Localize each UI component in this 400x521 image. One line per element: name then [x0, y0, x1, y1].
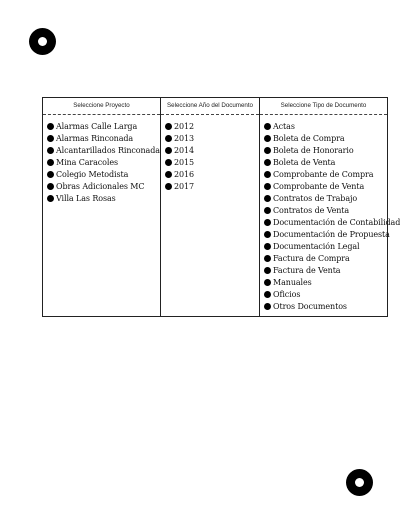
bullet-icon	[165, 147, 172, 154]
document-type-option-label: Documentación de Contabilidad	[273, 217, 400, 227]
year-column	[160, 98, 259, 316]
bullet-icon	[264, 279, 271, 286]
project-option-label: Colegio Metodista	[56, 169, 129, 179]
document-type-option-label: Documentación de Propuesta	[273, 229, 390, 239]
bullet-icon	[47, 195, 54, 202]
document-type-option-label: Oficios	[273, 289, 301, 299]
document-type-option[interactable]	[264, 228, 390, 240]
bullet-icon	[165, 135, 172, 142]
year-option[interactable]	[165, 132, 259, 144]
document-type-option-label: Boleta de Compra	[273, 133, 345, 143]
year-option[interactable]	[165, 156, 259, 168]
document-type-option[interactable]	[264, 168, 387, 180]
document-type-option[interactable]	[264, 180, 387, 192]
document-type-option-label: Contratos de Venta	[273, 205, 350, 215]
bullet-icon	[165, 183, 172, 190]
bullet-icon	[47, 171, 54, 178]
project-option-label: Alcantarillados Rinconada	[56, 145, 160, 155]
year-option[interactable]	[165, 144, 259, 156]
bullet-icon	[165, 171, 172, 178]
project-column-header: Seleccione Proyecto	[43, 98, 160, 115]
project-option-label: Villa Las Rosas	[56, 193, 116, 203]
bullet-icon	[47, 183, 54, 190]
document-type-option-label: Factura de Compra	[273, 253, 350, 263]
document-type-option-label: Actas	[273, 121, 295, 131]
document-type-option[interactable]	[264, 120, 387, 132]
project-option[interactable]	[47, 192, 160, 204]
document-type-option-label: Comprobante de Compra	[273, 169, 374, 179]
bullet-icon	[264, 303, 271, 310]
bullet-icon	[264, 135, 271, 142]
year-option-label: 2017	[174, 181, 194, 191]
project-option-label: Alarmas Calle Larga	[56, 121, 138, 131]
bullet-icon	[264, 147, 271, 154]
bullet-icon	[165, 159, 172, 166]
document-type-option-label: Boleta de Venta	[273, 157, 336, 167]
project-list	[43, 115, 160, 204]
year-option[interactable]	[165, 168, 259, 180]
binder-hole-mark-bottom	[346, 469, 373, 496]
bullet-icon	[264, 267, 271, 274]
document-type-option[interactable]	[264, 144, 387, 156]
bullet-icon	[264, 231, 271, 238]
document-type-option-label: Documentación Legal	[273, 241, 360, 251]
bullet-icon	[264, 171, 271, 178]
project-option-label: Alarmas Rinconada	[56, 133, 134, 143]
project-option[interactable]	[47, 180, 160, 192]
year-option-label: 2016	[174, 169, 194, 179]
bullet-icon	[264, 291, 271, 298]
document-type-option[interactable]	[264, 192, 387, 204]
document-selection-table	[42, 97, 400, 317]
document-type-option-label: Contratos de Trabajo	[273, 193, 358, 203]
project-option-label: Obras Adicionales MC	[56, 181, 145, 191]
bullet-icon	[47, 147, 54, 154]
document-type-option[interactable]	[264, 288, 387, 300]
project-option[interactable]	[47, 168, 160, 180]
project-option[interactable]	[47, 144, 160, 156]
bullet-icon	[264, 159, 271, 166]
binder-hole-mark-top	[29, 28, 56, 55]
bullet-icon	[264, 207, 271, 214]
bullet-icon	[47, 159, 54, 166]
project-option[interactable]	[47, 120, 160, 132]
document-type-column	[259, 98, 400, 316]
year-option-label: 2014	[174, 145, 194, 155]
bullet-icon	[47, 123, 54, 130]
year-option-label: 2015	[174, 157, 194, 167]
year-option-label: 2013	[174, 133, 194, 143]
document-type-option[interactable]	[264, 132, 387, 144]
document-type-option[interactable]	[264, 264, 387, 276]
document-type-option[interactable]	[264, 156, 387, 168]
bullet-icon	[264, 195, 271, 202]
bullet-icon	[264, 243, 271, 250]
bullet-icon	[264, 255, 271, 262]
bullet-icon	[264, 183, 271, 190]
document-type-option-label: Manuales	[273, 277, 312, 287]
document-type-option[interactable]	[264, 216, 400, 228]
document-type-option[interactable]	[264, 240, 387, 252]
document-type-option-label: Factura de Venta	[273, 265, 341, 275]
document-type-list	[260, 115, 400, 312]
year-option[interactable]	[165, 120, 259, 132]
document-type-option-label: Boleta de Honorario	[273, 145, 354, 155]
document-type-column-header: Seleccione Tipo de Documento	[260, 98, 387, 115]
document-type-option[interactable]	[264, 276, 387, 288]
project-option-label: Mina Caracoles	[56, 157, 118, 167]
year-option[interactable]	[165, 180, 259, 192]
document-type-option[interactable]	[264, 204, 387, 216]
project-option[interactable]	[47, 156, 160, 168]
document-type-option-label: Otros Documentos	[273, 301, 347, 311]
bullet-icon	[47, 135, 54, 142]
document-type-option-label: Comprobante de Venta	[273, 181, 365, 191]
document-type-option[interactable]	[264, 300, 387, 312]
bullet-icon	[165, 123, 172, 130]
year-column-header: Seleccione Año del Documento	[161, 98, 259, 115]
year-option-label: 2012	[174, 121, 194, 131]
year-list	[161, 115, 259, 192]
bullet-icon	[264, 219, 271, 226]
project-column	[43, 98, 160, 316]
bullet-icon	[264, 123, 271, 130]
project-option[interactable]	[47, 132, 160, 144]
document-type-option[interactable]	[264, 252, 387, 264]
